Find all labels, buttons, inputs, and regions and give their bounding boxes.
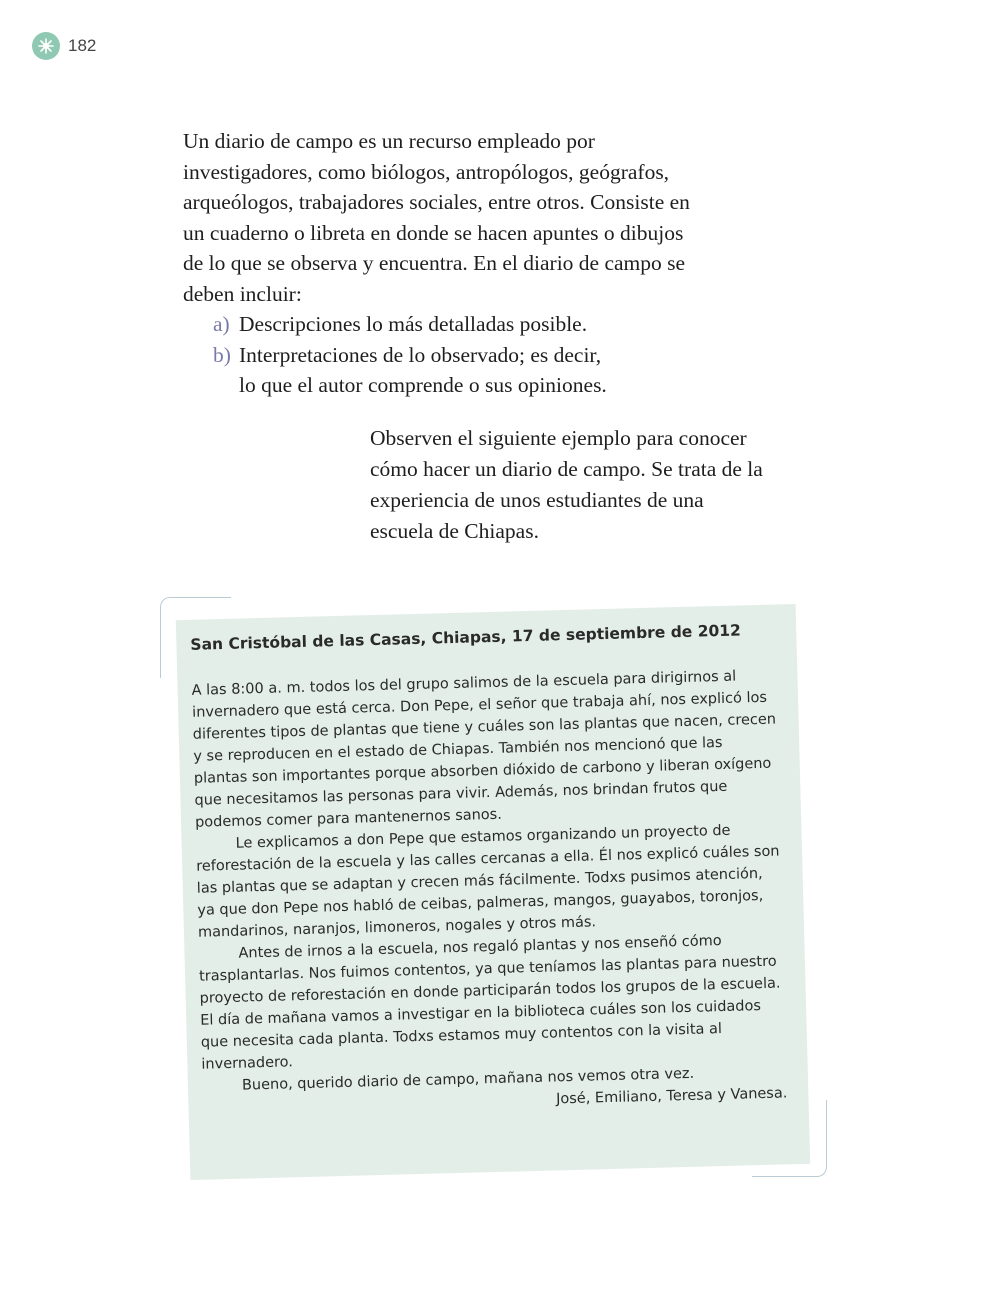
list-marker: b) xyxy=(213,342,231,367)
list-item-text: Interpretaciones de lo observado; es decir, lo que el autor comprende o sus opiniones. xyxy=(239,342,607,397)
diary-note xyxy=(176,604,810,1180)
diary-paragraph: Le explicamos a don Pepe que estamos organizando un proyecto de reforestación de la escuela y las calles cercanas a ella. Él nos explicó cuáles son las plantas que se adaptan y crecen más fácilmente. Todxs pusimos atención, ya que don Pepe nos habló de ceibas, palmeras, mangos, guayabos, toronjos, mandarinos, naranjos, limoneros, nogales y otros más. xyxy=(196,822,780,941)
page-number xyxy=(32,32,96,60)
diary-paragraph: A las 8:00 a. m. todos los del grupo salimos de la escuela para dirigirnos al invernadero que está cerca. Don Pepe, el señor que trabaja ahí, nos explicó los diferentes tipos de plantas que tiene y cuáles son las plantas que nacen, crecen y se reproducen en el estado de Chiapas. También nos mencionó que las plantas son importantes porque absorben dióxido de carbono y liberan oxígeno que necesitamos las personas para vivir. Además, nos brindan frutos que podemos comer para mantenernos sanos. xyxy=(191,668,777,831)
diary-signature: José, Emiliano, Teresa y Vanesa. xyxy=(555,1085,788,1108)
requirements-list xyxy=(213,309,693,401)
observe-paragraph: Observen el siguiente ejemplo para conocer cómo hacer un diario de campo. Se trata de la experiencia de unos estudiantes de una escuela de Chiapas. xyxy=(370,426,763,543)
page-number-text: 182 xyxy=(68,36,97,55)
diary-content xyxy=(190,619,788,1120)
diary-date-line: San Cristóbal de las Casas, Chiapas, 17 de septiembre de 2012 xyxy=(190,621,742,654)
list-marker: a) xyxy=(213,312,230,336)
list-item xyxy=(213,309,693,340)
leaf-star-icon xyxy=(32,32,60,60)
intro-paragraph: Un diario de campo es un recurso empleado por investigadores, como biólogos, antropólogos, geógrafos, arqueólogos, trabajadores sociales, entre otros. Consiste en un cuaderno o libreta en donde se hacen apuntes o dibujos de lo que se observa y encuentra. En el diario de campo se deben incluir: xyxy=(183,129,690,306)
diary-paragraph: Antes de irnos a la escuela, nos regaló plantas y nos enseñó cómo trasplantarlas. Nos fuimos contentos, ya que teníamos las plantas para nuestro proyecto de reforestación en donde participarán todos los grupos de la escuela. El día de mañana vamos a investigar en la biblioteca cuáles son los cuidados que necesita cada planta. Todxs estamos muy contentos con la visita al invernadero. xyxy=(198,933,781,1073)
diary-closing: Bueno, querido diario de campo, mañana nos vemos otra vez. xyxy=(241,1065,695,1094)
list-item-text: Descripciones lo más detalladas posible. xyxy=(239,312,588,336)
list-item xyxy=(213,340,693,401)
